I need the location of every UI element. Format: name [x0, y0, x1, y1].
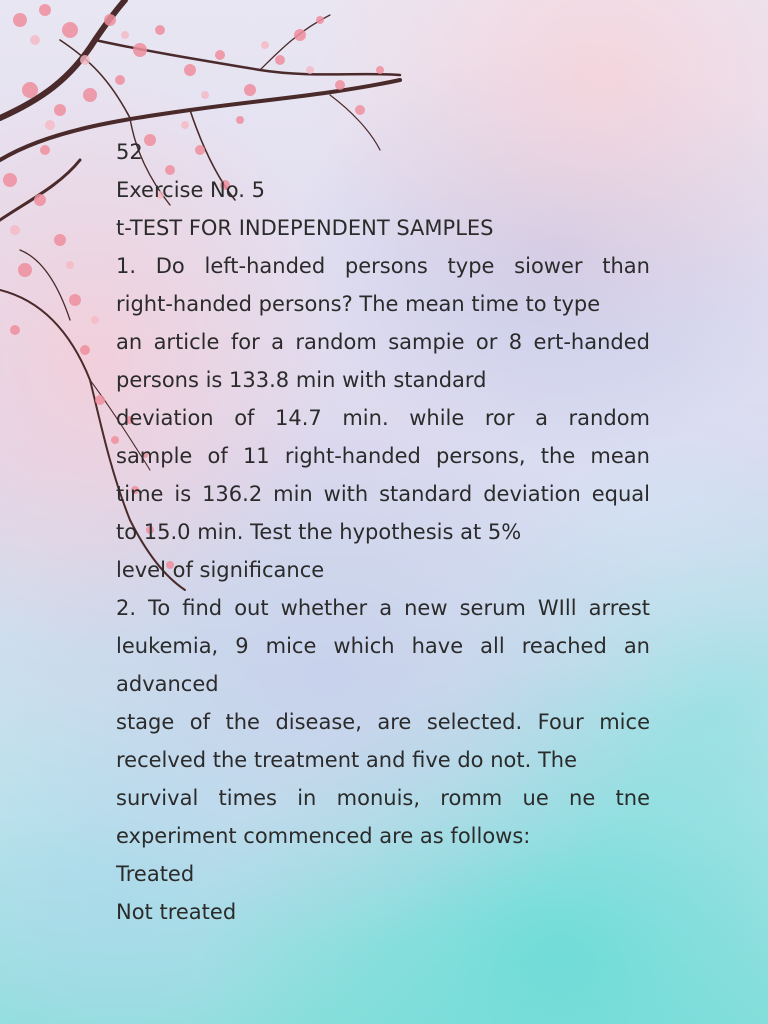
text-line: experiment commenced are as follows:	[116, 824, 531, 848]
text-line: recelved the treatment and five do not. The	[116, 748, 577, 772]
text-line: sample of 11 right-handed persons, the mean	[116, 444, 650, 468]
document-text-body	[116, 133, 650, 931]
text-line: 52	[116, 140, 143, 164]
text-line: Exercise No. 5	[116, 178, 265, 202]
text-line: persons is 133.8 min with standard	[116, 368, 487, 392]
text-line: leukemia, 9 mice which have all reached an	[116, 634, 650, 658]
text-line: deviation of 14.7 min. while ror a random	[116, 406, 650, 430]
text-line: level of significance	[116, 558, 325, 582]
text-line: stage of the disease, are selected. Four mice	[116, 710, 650, 734]
text-line: Not treated	[116, 900, 237, 924]
text-line: 2. To find out whether a new serum WIll arrest	[116, 596, 650, 620]
text-line: right-handed persons? The mean time to type	[116, 292, 601, 316]
text-line: Treated	[116, 862, 195, 886]
text-line: time is 136.2 min with standard deviation equal	[116, 482, 650, 506]
text-line: advanced	[116, 672, 219, 696]
text-line: survival times in monuis, romm ue ne tne	[116, 786, 650, 810]
text-line: t-TEST FOR INDEPENDENT SAMPLES	[116, 216, 494, 240]
text-line: 1. Do left-handed persons type siower than	[116, 254, 650, 278]
document-page	[116, 133, 650, 931]
text-line: an article for a random sampie or 8 ert-handed	[116, 330, 650, 354]
text-line: to 15.0 min. Test the hypothesis at 5%	[116, 520, 522, 544]
